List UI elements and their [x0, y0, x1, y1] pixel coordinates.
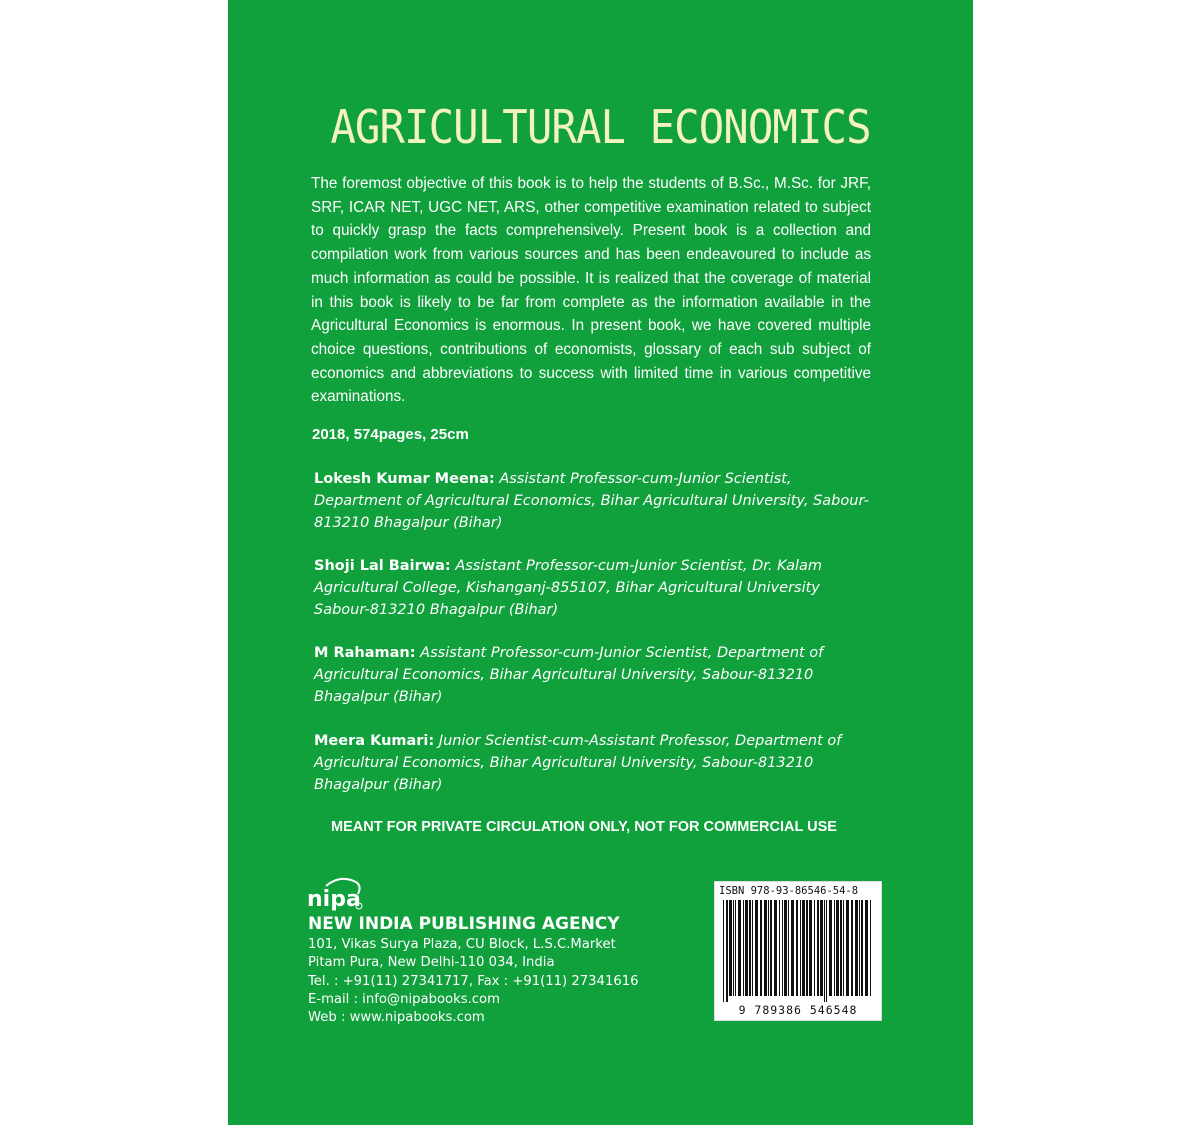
publisher-email: E-mail : info@nipabooks.com [308, 991, 500, 1007]
barcode-bar [760, 900, 762, 996]
book-back-cover [228, 0, 973, 1125]
author-entry [314, 468, 874, 534]
publisher-name: NEW INDIA PUBLISHING AGENCY [308, 914, 620, 934]
nipa-logo-icon [306, 872, 366, 912]
barcode-bar [745, 900, 748, 996]
barcode-bar [770, 900, 772, 996]
barcode-bar [820, 900, 823, 996]
barcode-bar [859, 900, 860, 996]
barcode-bar [814, 900, 815, 996]
author-affiliation: Assistant Professor-cum-Junior Scientist, Department of Agricultural Economics, Bihar Agricultural University, Sabour-813210 Bhagalpur (Bihar) [314, 471, 869, 531]
publisher-phone: Tel. : +91(11) 27341717, Fax : +91(11) 27341616 [308, 973, 639, 989]
barcode-bar [843, 900, 844, 996]
barcode-digits: 9 789386 546548 [738, 1003, 858, 1017]
barcode-bar [846, 900, 849, 996]
barcode-bar [774, 900, 777, 996]
publisher-web: Web : www.nipabooks.com [308, 1010, 485, 1026]
barcode-bar [723, 900, 724, 1002]
barcode-bar [802, 900, 805, 996]
author-affiliation: Assistant Professor-cum-Junior Scientist, Department of Agricultural Economics, Bihar Agricultural University, Sabour-813210 Bhagalpur (Bihar) [314, 645, 824, 705]
isbn-label: ISBN 978-93-86546-54-8 [719, 885, 859, 897]
barcode-bar [796, 900, 798, 996]
barcode-bars [723, 900, 873, 1002]
barcode-bar [735, 900, 736, 996]
book-title: AGRICULTURAL ECONOMICS [330, 100, 871, 154]
barcode-bar [755, 900, 758, 996]
barcode-bar [809, 900, 812, 996]
barcode-bar [840, 900, 842, 996]
book-description: The foremost objective of this book is to help the students of B.Sc., M.Sc. for JRF, SRF, ICAR NET, UGC NET, ARS, other competitive examination related to subject to quickly grasp the facts comprehensively. Present book is a collection and compilation work from various sources and has been endeavoured to include as much information as could be possible. It is realized that the coverage of material in this book is likely to be far from complete as the information available in the Agricultural Economics is enormous. In present book, we have covered multiple choice questions, contributions of economists, glossary of each sub subject of economics and abbreviations to success with limited time in various competitive examinations. [311, 175, 871, 406]
author-name: Shoji Lal Bairwa: [314, 558, 451, 574]
barcode-bar [826, 900, 827, 1002]
barcode-bar [855, 900, 858, 996]
author-affiliation: Assistant Professor-cum-Junior Scientist, Dr. Kalam Agricultural College, Kishanganj-855107, Bihar Agricultural University Sabour-813210 Bhagalpur (Bihar) [314, 558, 823, 618]
author-entry [314, 730, 874, 796]
barcode-bar [764, 900, 767, 996]
barcode-bar [784, 900, 787, 996]
logo-text: nipa [307, 887, 361, 912]
publication-info: 2018, 574pages, 25cm [312, 426, 469, 443]
barcode-bar [733, 900, 734, 996]
barcode-bar [788, 900, 789, 996]
barcode-bar [829, 900, 832, 996]
barcode-bar [861, 900, 863, 996]
barcode-bar [743, 900, 744, 996]
author-entry [314, 555, 874, 621]
publisher-contact [308, 936, 639, 1027]
barcode-bar [791, 900, 794, 996]
barcode-bar [800, 900, 801, 996]
barcode-bar [865, 900, 868, 996]
barcode-bar [824, 900, 825, 1002]
barcode-bar [729, 900, 732, 996]
circulation-notice: MEANT FOR PRIVATE CIRCULATION ONLY, NOT FOR COMMERCIAL USE [331, 819, 837, 835]
author-entry [314, 642, 874, 708]
barcode-bar [749, 900, 751, 996]
barcode-bar [726, 900, 728, 1002]
barcode-bar [870, 900, 871, 996]
barcode-bar [752, 900, 753, 996]
barcode-bar [779, 900, 780, 996]
barcode-bar [851, 900, 853, 996]
author-name: Meera Kumari: [314, 733, 435, 749]
publisher-address-line: 101, Vikas Surya Plaza, CU Block, L.S.C.Market [308, 937, 616, 952]
barcode-bar [817, 900, 819, 996]
isbn-barcode [714, 881, 882, 1021]
publisher-address-line: Pitam Pura, New Delhi-110 034, India [308, 955, 555, 971]
barcode-bar [836, 900, 839, 996]
author-name: M Rahaman: [314, 645, 416, 661]
barcode-bar [834, 900, 835, 996]
barcode-bar [768, 900, 769, 996]
barcode-bar [806, 900, 808, 996]
author-affiliation: Junior Scientist-cum-Assistant Professor, Department of Agricultural Economics, Bihar Agricultural University, Sabour-813210 Bhagalpur (Bihar) [314, 733, 842, 793]
author-name: Lokesh Kumar Meena: [314, 471, 495, 487]
barcode-bar [738, 900, 741, 996]
barcode-bar [782, 900, 783, 996]
